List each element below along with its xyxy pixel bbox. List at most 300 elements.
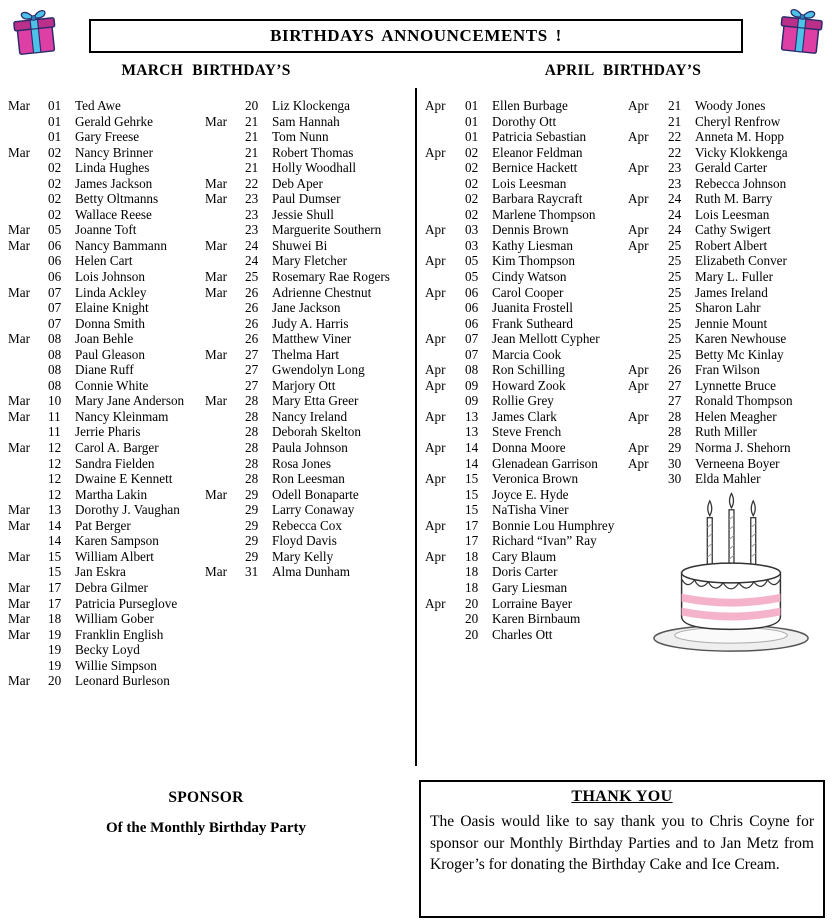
person-name: Ellen Burbage	[492, 98, 568, 113]
day-number: 08	[48, 346, 62, 362]
month-label	[425, 424, 465, 440]
month-label: Mar	[8, 626, 30, 642]
month-label: Mar	[205, 269, 227, 285]
month-label	[425, 238, 465, 254]
day-number: 01	[465, 98, 479, 113]
birthday-row	[8, 191, 205, 207]
person-name: Lois Leesman	[492, 175, 567, 191]
birthday-row	[425, 456, 626, 472]
month-label	[425, 114, 465, 130]
day-number: 01	[465, 129, 479, 145]
birthday-row	[628, 238, 828, 254]
person-name: Linda Ackley	[75, 284, 147, 300]
person-name: Betty Oltmanns	[75, 191, 159, 207]
month-label: Apr	[425, 253, 446, 269]
person-name: Norma J. Shehorn	[695, 440, 791, 456]
person-name: Howard Zook	[492, 377, 566, 393]
person-name: Elaine Knight	[75, 300, 149, 316]
page-title: BIRTHDAYS ANNOUNCEMENTS !	[270, 26, 562, 45]
month-label: Apr	[425, 548, 446, 564]
person-name: Liz Klockenga	[272, 98, 350, 113]
day-number: 19	[48, 657, 62, 673]
month-label: Mar	[8, 548, 30, 564]
birthday-row	[8, 269, 205, 285]
day-number: 11	[48, 424, 61, 440]
birthday-row	[8, 207, 205, 223]
day-number: 18	[48, 611, 62, 627]
day-number: 13	[48, 502, 62, 518]
month-label: Apr	[425, 331, 446, 347]
day-number: 09	[465, 377, 479, 393]
birthday-row	[628, 316, 828, 332]
month-label: Apr	[628, 455, 649, 471]
person-name: Linda Hughes	[75, 160, 150, 176]
birthday-row	[205, 191, 413, 207]
month-label: Apr	[425, 222, 446, 238]
day-number: 27	[668, 377, 682, 393]
person-name: Ron Schilling	[492, 362, 565, 378]
month-label: Apr	[628, 237, 649, 253]
day-number: 29	[245, 502, 259, 518]
birthday-row	[628, 114, 828, 130]
day-number: 18	[465, 548, 479, 564]
month-label	[205, 253, 245, 269]
person-name: Judy A. Harris	[272, 315, 349, 331]
month-label	[628, 114, 668, 130]
birthday-row	[8, 487, 205, 503]
month-label	[425, 611, 465, 627]
birthday-row	[628, 222, 828, 238]
birthday-row	[628, 409, 828, 425]
month-label	[205, 409, 245, 425]
day-number: 17	[48, 595, 62, 611]
month-label	[205, 362, 245, 378]
birthday-row	[205, 300, 413, 316]
birthday-row	[628, 145, 828, 161]
person-name: Adrienne Chestnut	[272, 284, 372, 300]
day-number: 23	[668, 175, 682, 191]
month-label: Mar	[8, 673, 30, 689]
month-label: Apr	[425, 362, 446, 378]
day-number: 23	[668, 160, 682, 176]
person-name: Frank Sutheard	[492, 315, 573, 331]
day-number: 14	[465, 455, 479, 471]
person-name: Mary Fletcher	[272, 253, 348, 269]
month-label	[8, 456, 48, 472]
person-name: Cheryl Renfrow	[695, 113, 781, 129]
month-label	[425, 502, 465, 518]
person-name: Karen Birnbaum	[492, 611, 581, 627]
month-label: Mar	[8, 440, 30, 456]
person-name: Gwendolyn Long	[272, 362, 365, 378]
person-name: Debra Gilmer	[75, 579, 148, 595]
month-label	[8, 160, 48, 176]
birthday-row	[425, 222, 626, 238]
person-name: William Gober	[75, 611, 154, 627]
day-number: 17	[465, 517, 479, 533]
day-number: 08	[48, 331, 62, 347]
person-name: Dennis Brown	[492, 222, 569, 238]
person-name: Verneena Boyer	[695, 455, 780, 471]
person-name: Mary Etta Greer	[272, 393, 359, 409]
day-number: 29	[245, 548, 259, 564]
month-label: Mar	[205, 486, 227, 502]
person-name: Ronald Thompson	[695, 393, 793, 409]
person-name: Lois Leesman	[695, 206, 770, 222]
march-list-column-2	[205, 98, 413, 580]
month-label	[628, 347, 668, 363]
month-label: Apr	[628, 440, 649, 456]
person-name: Fran Wilson	[695, 362, 760, 378]
day-number: 11	[48, 408, 61, 424]
month-label: Mar	[8, 144, 30, 160]
person-name: Nancy Kleinmam	[75, 408, 169, 424]
day-number: 29	[245, 486, 259, 502]
birthday-row	[425, 378, 626, 394]
birthday-row	[628, 285, 828, 301]
person-name: Alma Dunham	[272, 564, 351, 580]
birthday-row	[8, 362, 205, 378]
month-label	[425, 300, 465, 316]
day-number: 18	[465, 564, 479, 580]
birthday-row	[8, 658, 205, 674]
person-name: Carol Cooper	[492, 284, 564, 300]
month-label: Apr	[425, 440, 446, 456]
month-label: Apr	[425, 471, 446, 487]
birthday-row	[205, 176, 413, 192]
person-name: Jessie Shull	[272, 206, 334, 222]
birthday-row	[425, 347, 626, 363]
person-name: Richard “Ivan” Ray	[492, 533, 597, 549]
person-name: Diane Ruff	[75, 362, 134, 378]
day-number: 29	[245, 517, 259, 533]
month-label: Mar	[205, 175, 227, 191]
month-label	[205, 549, 245, 565]
birthday-row	[628, 347, 828, 363]
day-number: 06	[48, 269, 62, 285]
birthday-row	[425, 627, 626, 643]
sponsor-section	[0, 789, 412, 837]
person-name: Marjory Ott	[272, 377, 336, 393]
birthday-row	[425, 331, 626, 347]
person-name: Glenadean Garrison	[492, 455, 598, 471]
month-label: Apr	[628, 98, 649, 113]
month-label: Apr	[425, 408, 446, 424]
person-name: Dorothy Ott	[492, 113, 557, 129]
person-name: James Clark	[492, 408, 557, 424]
person-name: Holly Woodhall	[272, 160, 357, 176]
day-number: 15	[465, 502, 479, 518]
month-label	[8, 207, 48, 223]
birthday-row	[8, 300, 205, 316]
person-name: Karen Sampson	[75, 533, 159, 549]
thank-you-heading: THANK YOU	[571, 788, 673, 805]
day-number: 25	[668, 300, 682, 316]
day-number: 20	[48, 673, 62, 689]
person-name: Mary L. Fuller	[695, 269, 774, 285]
person-name: Betty Mc Kinlay	[695, 346, 784, 362]
person-name: Woody Jones	[695, 98, 766, 113]
person-name: Marlene Thompson	[492, 206, 596, 222]
day-number: 01	[465, 113, 479, 129]
birthday-row	[205, 362, 413, 378]
birthday-row	[628, 471, 828, 487]
month-label: Apr	[628, 222, 649, 238]
birthday-row	[425, 502, 626, 518]
person-name: Wallace Reese	[75, 206, 152, 222]
birthday-row	[8, 114, 205, 130]
birthday-row	[205, 502, 413, 518]
month-label: Apr	[425, 144, 446, 160]
day-number: 02	[48, 175, 62, 191]
month-label	[205, 502, 245, 518]
person-name: Donna Moore	[492, 440, 566, 456]
birthday-row	[8, 627, 205, 643]
month-label	[628, 300, 668, 316]
month-label	[425, 316, 465, 332]
birthday-row	[425, 176, 626, 192]
day-number: 19	[48, 642, 62, 658]
day-number: 22	[668, 129, 682, 145]
person-name: Paul Gleason	[75, 346, 145, 362]
birthday-row	[425, 207, 626, 223]
day-number: 28	[245, 408, 259, 424]
month-label: Apr	[628, 362, 649, 378]
month-label	[205, 331, 245, 347]
month-label: Mar	[205, 393, 227, 409]
birthday-row	[8, 564, 205, 580]
month-label	[425, 129, 465, 145]
birthday-row	[425, 580, 626, 596]
birthday-row	[628, 269, 828, 285]
person-name: Dorothy J. Vaughan	[75, 502, 180, 518]
day-number: 06	[465, 284, 479, 300]
day-number: 09	[465, 393, 479, 409]
birthday-row	[205, 145, 413, 161]
day-number: 02	[465, 206, 479, 222]
person-name: Deb Aper	[272, 175, 323, 191]
month-label: Apr	[628, 160, 649, 176]
month-label	[628, 176, 668, 192]
person-name: Helen Meagher	[695, 408, 777, 424]
day-number: 26	[245, 284, 259, 300]
march-heading: MARCH BIRTHDAY’S	[121, 62, 291, 79]
day-number: 28	[245, 393, 259, 409]
month-label: Mar	[8, 393, 30, 409]
day-number: 02	[48, 206, 62, 222]
day-number: 24	[245, 237, 259, 253]
day-number: 22	[245, 175, 259, 191]
day-number: 15	[48, 564, 62, 580]
person-name: Steve French	[492, 424, 562, 440]
month-label	[8, 253, 48, 269]
person-name: Mary Jane Anderson	[75, 393, 185, 409]
birthday-row	[425, 424, 626, 440]
day-number: 18	[465, 579, 479, 595]
month-label	[8, 564, 48, 580]
day-number: 12	[48, 486, 62, 502]
month-label: Mar	[8, 284, 30, 300]
month-label: Mar	[8, 237, 30, 253]
day-number: 17	[465, 533, 479, 549]
birthday-row	[205, 129, 413, 145]
person-name: Thelma Hart	[272, 346, 340, 362]
day-number: 23	[245, 206, 259, 222]
person-name: Gary Liesman	[492, 579, 568, 595]
day-number: 01	[48, 98, 62, 113]
month-label	[628, 424, 668, 440]
day-number: 24	[668, 206, 682, 222]
day-number: 25	[245, 269, 259, 285]
person-name: Nancy Bammann	[75, 237, 167, 253]
month-label	[205, 471, 245, 487]
day-number: 15	[465, 486, 479, 502]
day-number: 03	[465, 222, 479, 238]
month-label	[8, 114, 48, 130]
birthday-row	[205, 114, 413, 130]
month-label	[425, 487, 465, 503]
person-name: Eleanor Feldman	[492, 144, 583, 160]
month-label: Mar	[8, 611, 30, 627]
day-number: 06	[465, 315, 479, 331]
month-label	[205, 533, 245, 549]
day-number: 02	[48, 144, 62, 160]
day-number: 25	[668, 253, 682, 269]
birthday-row	[628, 331, 828, 347]
birthday-row	[8, 518, 205, 534]
birthday-row	[8, 378, 205, 394]
day-number: 21	[245, 160, 259, 176]
day-number: 15	[465, 471, 479, 487]
birthday-row	[628, 456, 828, 472]
person-name: Helen Cart	[75, 253, 133, 269]
birthday-row	[8, 642, 205, 658]
birthday-row	[8, 596, 205, 612]
person-name: Gerald Carter	[695, 160, 768, 176]
birthday-row	[8, 238, 205, 254]
day-number: 02	[465, 175, 479, 191]
month-label: Mar	[205, 284, 227, 300]
person-name: Jerrie Pharis	[75, 424, 141, 440]
day-number: 27	[245, 362, 259, 378]
person-name: Gary Freese	[75, 129, 140, 145]
person-name: Connie White	[75, 377, 149, 393]
month-label	[628, 393, 668, 409]
month-label	[8, 378, 48, 394]
day-number: 10	[48, 393, 62, 409]
day-number: 27	[245, 346, 259, 362]
birthday-row	[425, 269, 626, 285]
birthday-cake-icon	[648, 492, 816, 658]
person-name: Gerald Gehrke	[75, 113, 153, 129]
gift-box-icon	[772, 4, 829, 59]
month-label	[8, 191, 48, 207]
month-label	[205, 378, 245, 394]
day-number: 01	[48, 129, 62, 145]
day-number: 28	[245, 440, 259, 456]
person-name: Sam Hannah	[272, 113, 340, 129]
month-label	[8, 316, 48, 332]
person-name: Franklin English	[75, 626, 164, 642]
person-name: Jan Eskra	[75, 564, 126, 580]
day-number: 08	[465, 362, 479, 378]
birthday-row	[425, 611, 626, 627]
person-name: Robert Thomas	[272, 144, 354, 160]
day-number: 28	[668, 408, 682, 424]
birthday-row	[8, 176, 205, 192]
birthday-row	[628, 129, 828, 145]
month-label	[8, 176, 48, 192]
day-number: 30	[668, 455, 682, 471]
day-number: 07	[48, 315, 62, 331]
day-number: 20	[465, 626, 479, 642]
month-label: Mar	[205, 191, 227, 207]
birthday-row	[8, 331, 205, 347]
month-label	[205, 316, 245, 332]
birthday-row	[425, 285, 626, 301]
day-number: 14	[48, 517, 62, 533]
month-label	[8, 487, 48, 503]
month-label	[628, 331, 668, 347]
person-name: Bonnie Lou Humphrey	[492, 517, 615, 533]
birthday-row	[205, 269, 413, 285]
person-name: Elizabeth Conver	[695, 253, 787, 269]
birthday-row	[8, 285, 205, 301]
birthday-row	[8, 347, 205, 363]
day-number: 21	[668, 113, 682, 129]
person-name: Lynnette Bruce	[695, 377, 776, 393]
birthday-row	[8, 409, 205, 425]
person-name: Veronica Brown	[492, 471, 579, 487]
day-number: 08	[48, 362, 62, 378]
birthday-row	[628, 253, 828, 269]
person-name: Jennie Mount	[695, 315, 768, 331]
day-number: 25	[668, 269, 682, 285]
day-number: 13	[465, 424, 479, 440]
month-label: Mar	[8, 222, 30, 238]
day-number: 06	[48, 253, 62, 269]
day-number: 15	[48, 548, 62, 564]
person-name: Sharon Lahr	[695, 300, 761, 316]
birthday-row	[425, 533, 626, 549]
person-name: Barbara Raycraft	[492, 191, 583, 207]
month-label	[8, 362, 48, 378]
birthday-row	[425, 300, 626, 316]
person-name: Patricia Sebastian	[492, 129, 587, 145]
day-number: 12	[48, 440, 62, 456]
birthday-row	[425, 362, 626, 378]
birthday-row	[205, 207, 413, 223]
month-label: Mar	[205, 564, 227, 580]
person-name: Rebecca Cox	[272, 517, 342, 533]
birthday-row	[205, 378, 413, 394]
birthday-row	[8, 160, 205, 176]
birthday-row	[205, 253, 413, 269]
day-number: 23	[245, 191, 259, 207]
birthday-row	[628, 160, 828, 176]
birthday-row	[425, 518, 626, 534]
month-label: Mar	[205, 113, 227, 129]
day-number: 02	[465, 191, 479, 207]
person-name: Cary Blaum	[492, 548, 557, 564]
person-name: Rosemary Rae Rogers	[272, 269, 390, 285]
month-label	[8, 129, 48, 145]
birthday-row	[425, 393, 626, 409]
birthday-row	[205, 316, 413, 332]
person-name: James Jackson	[75, 175, 153, 191]
month-label: Apr	[425, 377, 446, 393]
day-number: 07	[465, 346, 479, 362]
